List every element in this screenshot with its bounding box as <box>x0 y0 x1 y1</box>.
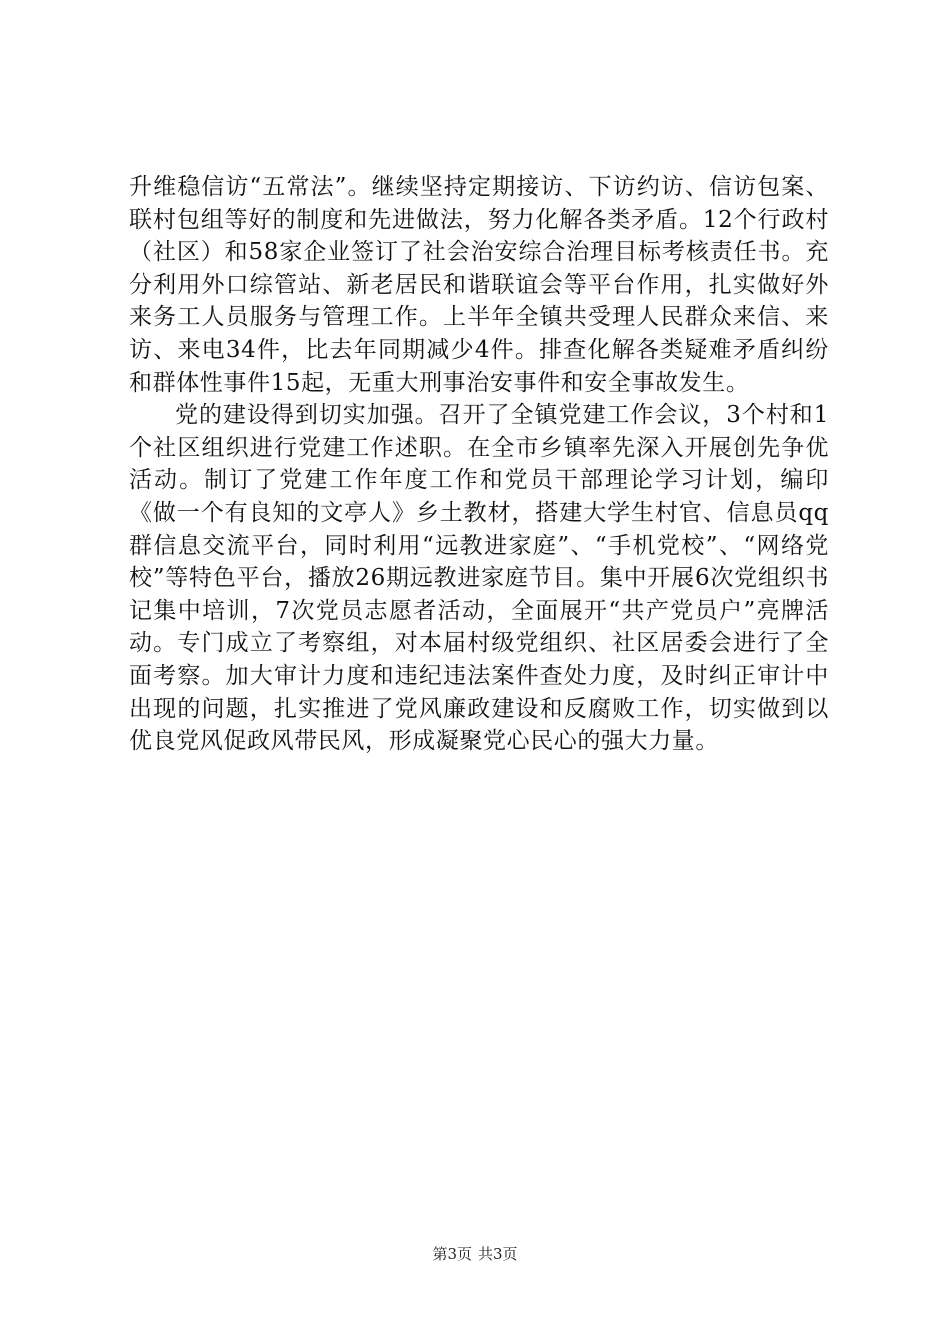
page-total: 共3页 <box>478 1245 518 1263</box>
page-number: 第3页 <box>432 1245 472 1263</box>
paragraph-stability-petitions: 升维稳信访“五常法”。继续坚持定期接访、下访约访、信访包案、联村包组等好的制度和先进做法，努力化解各类矛盾。12个行政村（社区）和58家企业签订了社会治安综合治理目标考核责任书。充分利用外口综管站、新老居民和谐联谊会等平台作用，扎实做好外来务工人员服务与管理工作。上半年全镇共受理人民群众来信、来访、来电34件，比去年同期减少4件。排查化解各类疑难矛盾纠纷和群体性事件15起，无重大刑事治安事件和安全事故发生。 <box>129 174 829 396</box>
document-body <box>129 171 829 758</box>
page-footer <box>0 1244 950 1264</box>
paragraph-party-building: 党的建设得到切实加强。召开了全镇党建工作会议，3个村和1个社区组织进行党建工作述职。在全市乡镇率先深入开展创先争优活动。制订了党建工作年度工作和党员干部理论学习计划，编印《做一个有良知的文亭人》乡土教材，搭建大学生村官、信息员qq群信息交流平台，同时利用“远教进家庭”、“手机党校”、“网络党校”等特色平台，播放26期远教进家庭节目。集中开展6次党组织书记集中培训，7次党员志愿者活动，全面展开“共产党员户”亮牌活动。专门成立了考察组，对本届村级党组织、社区居委会进行了全面考察。加大审计力度和违纪违法案件查处力度，及时纠正审计中出现的问题，扎实推进了党风廉政建设和反腐败工作，切实做到以优良党风促政风带民风，形成凝聚党心民心的强大力量。 <box>129 402 829 755</box>
